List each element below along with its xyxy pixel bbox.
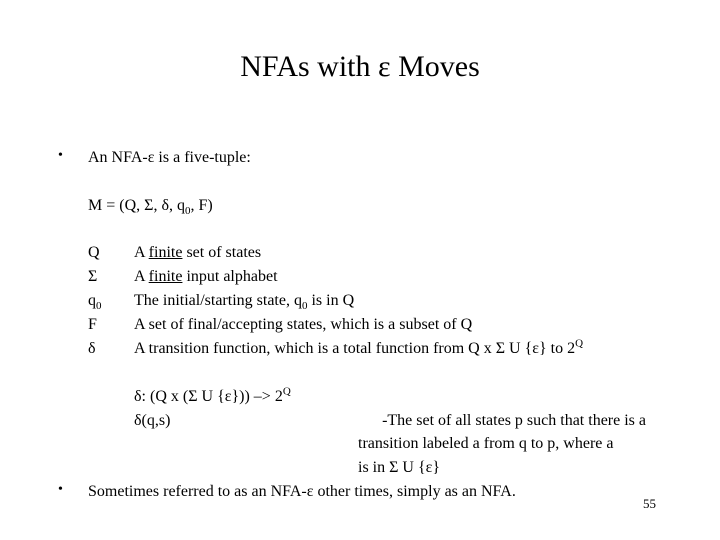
bullet-text-naming: Sometimes referred to as an NFA-ε other times, simply as an NFA. bbox=[88, 483, 516, 500]
component-symbol-sigma: Σ bbox=[88, 268, 98, 285]
component-desc-F: A set of final/accepting states, which is a subset of Q bbox=[134, 316, 473, 333]
explanation-line-1: -The set of all states p such that there is a bbox=[382, 412, 646, 429]
component-symbol-F: F bbox=[88, 316, 97, 333]
delta-call: δ(q,s) bbox=[134, 412, 171, 429]
bullet-text-definition: An NFA-ε is a five-tuple: bbox=[88, 149, 251, 166]
component-symbol-delta: δ bbox=[88, 340, 96, 357]
bullet-icon: • bbox=[58, 148, 63, 163]
component-symbol-Q: Q bbox=[88, 244, 100, 261]
explanation-line-3: is in Σ U {ε} bbox=[358, 459, 441, 476]
component-desc-q0: The initial/starting state, $q_0$ is in Q bbox=[134, 292, 355, 313]
component-desc-sigma: A finite input alphabet bbox=[134, 268, 278, 285]
explanation-line-2: transition labeled a from q to p, where a bbox=[358, 435, 614, 452]
bullet-icon: • bbox=[58, 482, 63, 497]
component-desc-Q: A finite set of states bbox=[134, 244, 262, 261]
delta-signature: δ: (Q x (Σ U $\{\varepsilon\})) -> 2^Q$ bbox=[134, 385, 291, 405]
slide-title: NFAs with ε Moves bbox=[240, 50, 480, 83]
tuple-definition: M = (Q, Σ, δ, $q_0$, F) bbox=[88, 197, 213, 218]
component-desc-delta: A transition function, which is a total function from Q x Σ U {ε} to $2^Q$ bbox=[134, 337, 584, 357]
page-number: 55 bbox=[643, 496, 656, 511]
component-symbol-q0: $q_0$ bbox=[88, 292, 102, 313]
